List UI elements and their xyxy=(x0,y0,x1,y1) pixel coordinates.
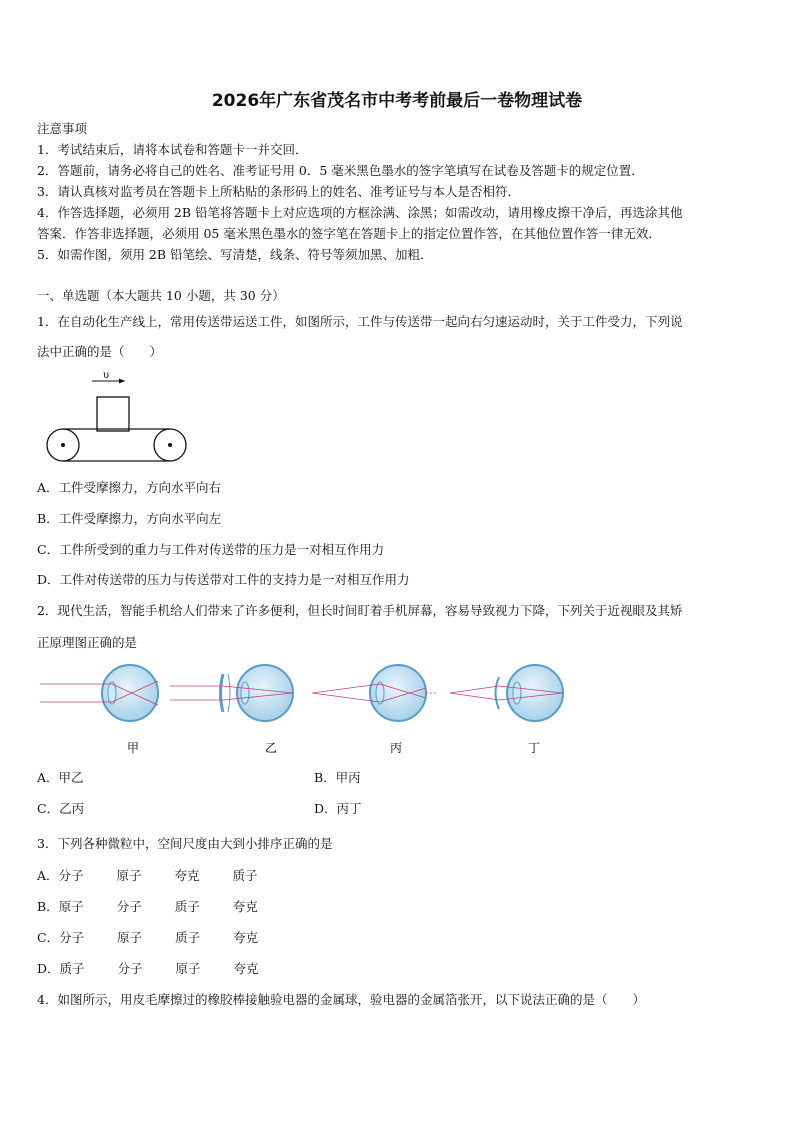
eye-diagram-jia xyxy=(40,665,158,721)
notice-item: 4．作答选择题，必须用 2B 铅笔将答题卡上对应选项的方框涂满、涂黑；如需改动，请用橡皮擦干净后，再选涂其他 xyxy=(37,205,683,220)
q1-option-c: C．工件所受到的重力与工件对传送带的压力是一对相互作用力 xyxy=(37,542,385,557)
q2-stem: 2．现代生活，智能手机给人们带来了许多便利，但长时间盯着手机屏幕，容易导致视力下降，下列关于近视眼及其矫 xyxy=(37,603,683,618)
notice-item: 3．请认真核对监考员在答题卡上所粘贴的条形码上的姓名、准考证号与本人是否相符． xyxy=(37,184,520,199)
q3-option-c: C．分子 原子 质子 夸克 xyxy=(37,930,259,945)
q2-option-d: D．丙丁 xyxy=(314,801,362,816)
q3-option-b: B．原子 分子 质子 夸克 xyxy=(37,899,258,914)
q3-option-a: A．分子 原子 夸克 质子 xyxy=(37,868,258,883)
section-heading: 一、单选题（本大题共 10 小题，共 30 分） xyxy=(37,288,285,303)
page-title: 2026年广东省茂名市中考考前最后一卷物理试卷 xyxy=(211,91,583,111)
figure-label-bing: 丙 xyxy=(390,741,403,755)
eye-diagram-bing xyxy=(312,665,438,721)
workpiece xyxy=(97,397,129,431)
notice-item: 答案．作答非选择题，必须用 05 毫米黑色墨水的签字笔在答题卡上的指定位置作答，在其他位置作答一律无效． xyxy=(37,226,661,241)
eye-diagrams-figure xyxy=(40,660,580,760)
q1-option-a: A．工件受摩擦力，方向水平向右 xyxy=(37,480,222,495)
q2-stem-cont: 正原理图正确的是 xyxy=(37,635,138,650)
q2-option-b: B．甲丙 xyxy=(314,770,361,785)
figure-label-ding: 丁 xyxy=(528,741,541,755)
figure-label-yi: 乙 xyxy=(265,741,278,755)
conveyor-belt-figure xyxy=(40,370,190,470)
notice-item: 1．考试结束后，请将本试卷和答题卡一并交回． xyxy=(37,142,308,157)
notice-item: 5．如需作图，须用 2B 铅笔绘、写清楚，线条、符号等须加黑、加粗． xyxy=(37,247,433,262)
q1-option-d: D．工件对传送带的压力与传送带对工件的支持力是一对相互作用力 xyxy=(37,572,410,587)
eye-diagram-ding xyxy=(450,665,563,721)
q4-stem: 4．如图所示，用皮毛摩擦过的橡胶棒接触验电器的金属球，验电器的金属箔张开，以下说法正确的是（ ） xyxy=(37,992,645,1007)
notice-item: 2．答题前，请务必将自己的姓名、准考证号用 0．5 毫米黑色墨水的签字笔填写在试卷及答题卡的规定位置． xyxy=(37,163,644,178)
notice-heading: 注意事项 xyxy=(37,121,88,136)
q3-option-d: D．质子 分子 原子 夸克 xyxy=(37,961,259,976)
q2-option-c: C．乙丙 xyxy=(37,801,85,816)
eye-diagram-yi xyxy=(170,665,293,721)
figure-label-jia: 甲 xyxy=(127,741,140,755)
q1-stem: 1．在自动化生产线上，常用传送带运送工件，如图所示，工件与传送带一起向右匀速运动时，关于工件受力，下列说 xyxy=(37,314,683,329)
q1-stem-cont: 法中正确的是（ ） xyxy=(37,344,163,359)
q1-option-b: B．工件受摩擦力，方向水平向左 xyxy=(37,511,222,526)
q2-option-a: A．甲乙 xyxy=(37,770,84,785)
velocity-label: υ xyxy=(103,370,110,381)
q3-stem: 3．下列各种微粒中，空间尺度由大到小排序正确的是 xyxy=(37,836,333,851)
